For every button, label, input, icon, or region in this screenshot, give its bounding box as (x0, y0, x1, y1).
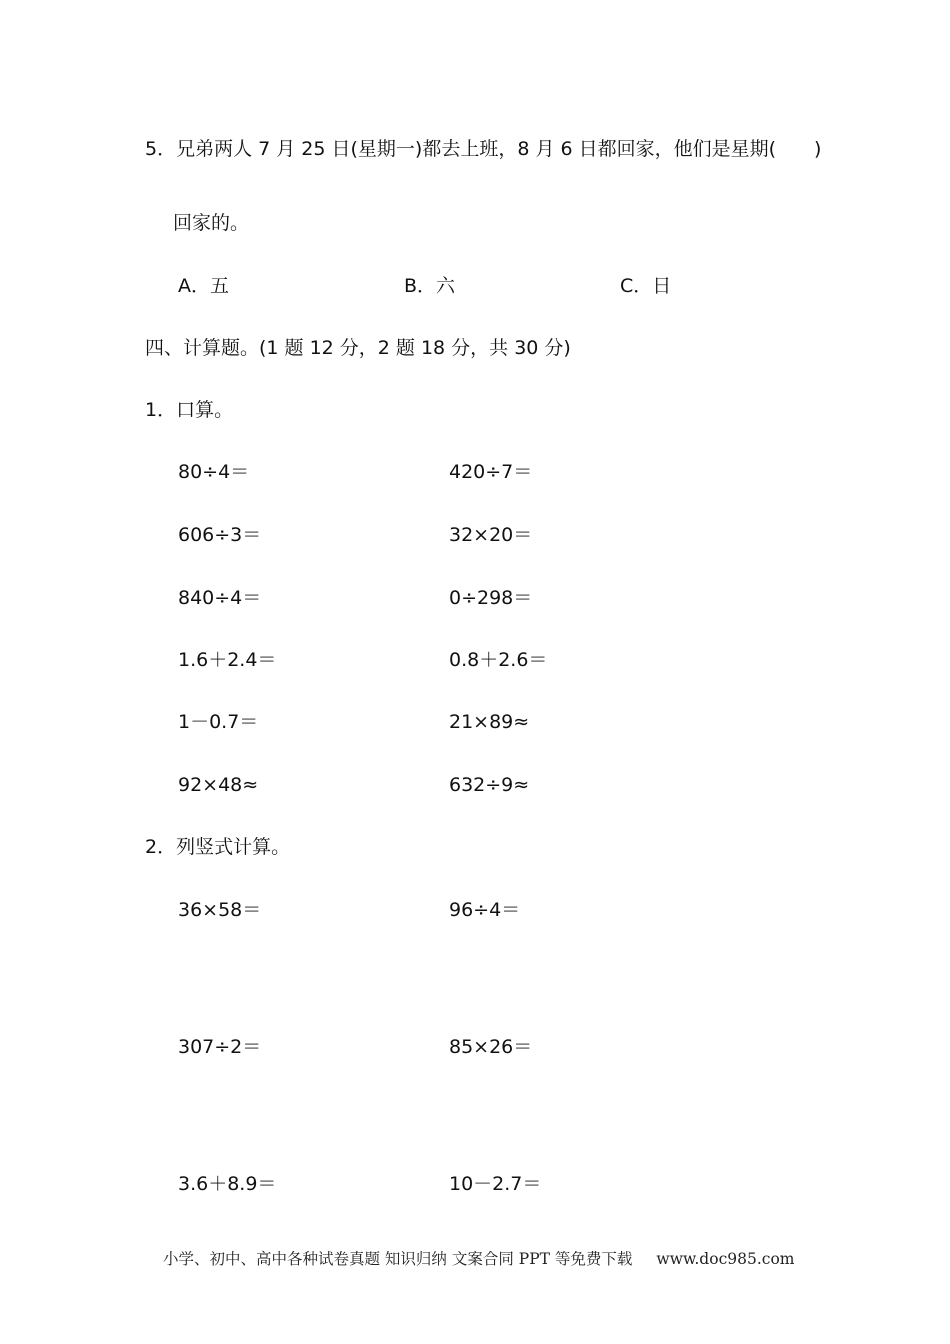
option-a: A．五 (178, 275, 229, 297)
oral-calc-1b: 420÷7＝ (449, 461, 533, 483)
footer-text: 小学、初中、高中各种试卷真题 知识归纳 文案合同 PPT 等免费下载 (163, 1250, 633, 1268)
part-1-heading: 1．口算。 (145, 399, 234, 421)
oral-calc-4a: 1.6＋2.4＝ (178, 649, 277, 671)
vertical-calc-2a: 307÷2＝ (178, 1036, 262, 1058)
vertical-calc-3b: 10－2.7＝ (449, 1173, 542, 1195)
oral-calc-3b: 0÷298＝ (449, 587, 533, 609)
vertical-calc-3a: 3.6＋8.9＝ (178, 1173, 277, 1195)
vertical-calc-1a: 36×58＝ (178, 899, 262, 921)
option-c: C．日 (620, 275, 672, 297)
footer (163, 1247, 794, 1269)
oral-calc-6a: 92×48≈ (178, 774, 259, 796)
oral-calc-1a: 80÷4＝ (178, 461, 250, 483)
oral-calc-2b: 32×20＝ (449, 524, 533, 546)
oral-calc-6b: 632÷9≈ (449, 774, 530, 796)
oral-calc-4b: 0.8＋2.6＝ (449, 649, 548, 671)
question-5-stem-continuation: 回家的。 (173, 212, 250, 234)
footer-url[interactable]: www.doc985.com (656, 1250, 795, 1268)
option-b: B．六 (404, 275, 456, 297)
vertical-calc-2b: 85×26＝ (449, 1036, 533, 1058)
oral-calc-5b: 21×89≈ (449, 711, 530, 733)
question-5-stem: 5．兄弟两人 7 月 25 日(星期一)都去上班，8 月 6 日都回家，他们是星期( ) (145, 138, 822, 160)
vertical-calc-1b: 96÷4＝ (449, 899, 521, 921)
oral-calc-2a: 606÷3＝ (178, 524, 262, 546)
oral-calc-3a: 840÷4＝ (178, 587, 262, 609)
part-2-heading: 2．列竖式计算。 (145, 836, 291, 858)
oral-calc-5a: 1－0.7＝ (178, 711, 259, 733)
section-4-title: 四、计算题。(1 题 12 分，2 题 18 分，共 30 分) (145, 337, 571, 359)
